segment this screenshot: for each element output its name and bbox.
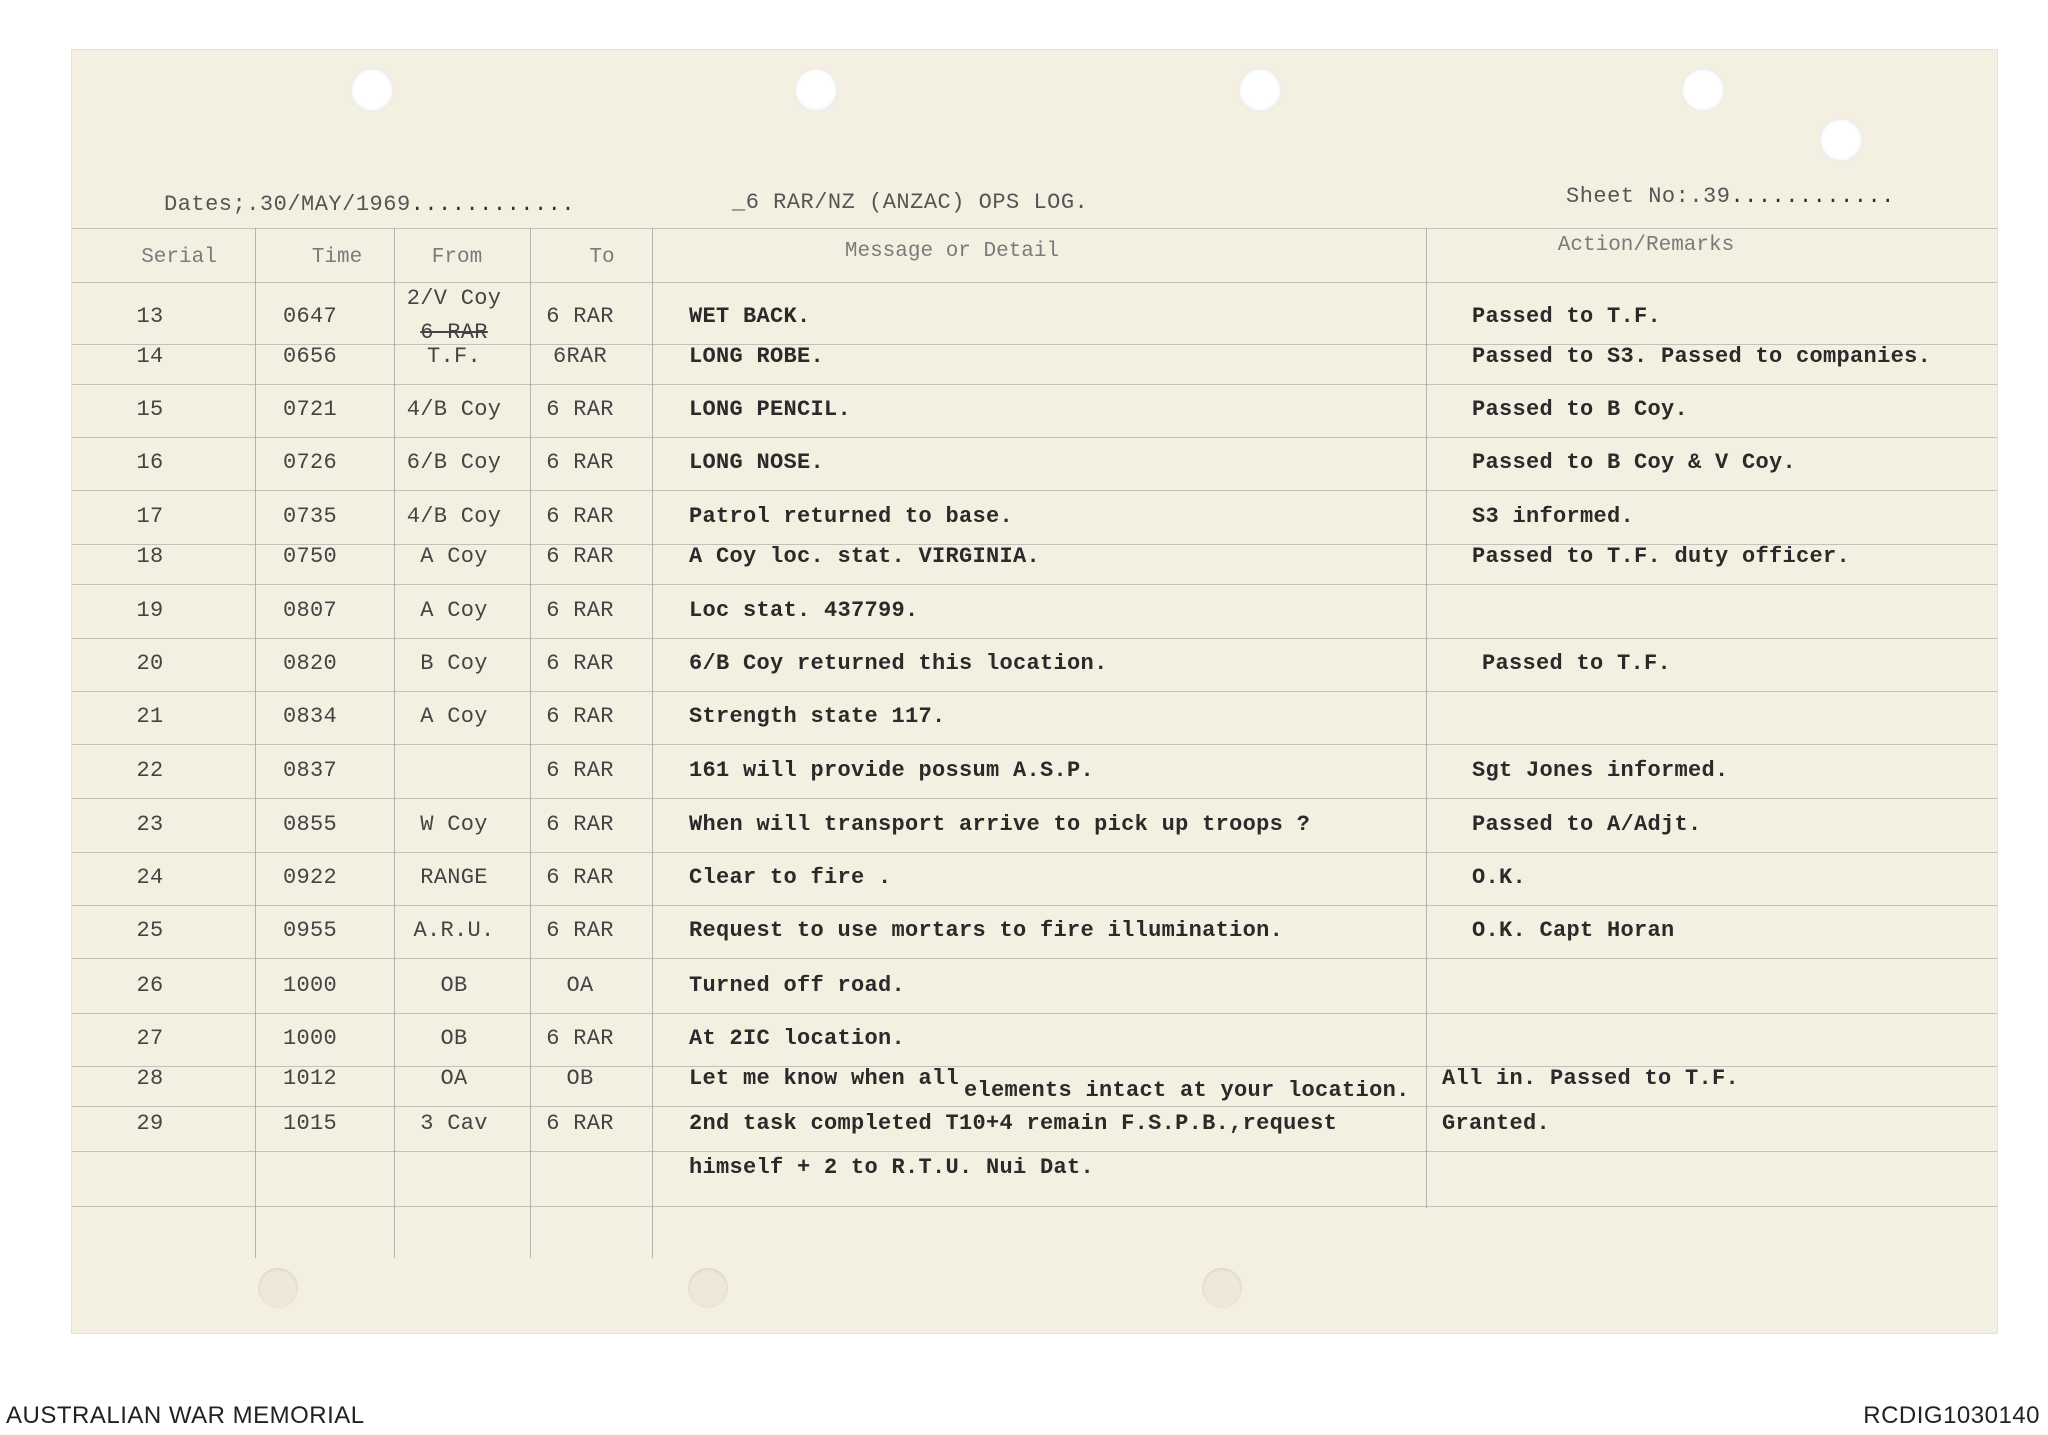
time-cell: 0922	[282, 865, 338, 890]
from-cell: OB	[440, 973, 468, 998]
table-row	[72, 651, 1997, 691]
serial-cell: 29	[136, 1111, 164, 1136]
to-cell: 6 RAR	[546, 504, 614, 529]
page-title: _6 RAR/NZ (ANZAC) OPS LOG.	[732, 190, 1089, 215]
to-cell: 6 RAR	[546, 704, 614, 729]
serial-cell: 20	[136, 651, 164, 676]
to-cell: 6 RAR	[546, 544, 614, 569]
action-cell: Passed to T.F. duty officer.	[1472, 544, 1851, 569]
from-cell: A Coy	[420, 598, 488, 623]
time-cell: 0726	[282, 450, 338, 475]
time-cell: 1000	[282, 973, 338, 998]
time-cell: 0750	[282, 544, 338, 569]
row-rule	[72, 798, 1997, 799]
punch-hole	[794, 68, 838, 112]
from-cell: T.F.	[426, 344, 482, 369]
punch-hole	[1681, 68, 1725, 112]
action-cell: Passed to T.F.	[1482, 651, 1672, 676]
action-cell: O.K. Capt Horan	[1472, 918, 1675, 943]
action-cell: All in. Passed to T.F.	[1442, 1066, 1740, 1091]
emboss-mark	[258, 1268, 298, 1308]
serial-cell: 21	[136, 704, 164, 729]
action-cell: Passed to A/Adjt.	[1472, 812, 1702, 837]
action-cell: Passed to S3. Passed to companies.	[1472, 344, 1932, 369]
message-cell: At 2IC location.	[689, 1026, 906, 1051]
row-rule	[72, 1106, 1997, 1107]
action-cell: Granted.	[1442, 1111, 1551, 1136]
message-cell: Patrol returned to base.	[689, 504, 1014, 529]
col-time: Time	[311, 246, 363, 269]
table-row	[72, 1111, 1997, 1180]
message-cell: WET BACK.	[689, 304, 811, 329]
to-cell: 6 RAR	[546, 450, 614, 475]
row-rule	[72, 744, 1997, 745]
row-rule	[72, 437, 1997, 438]
from-cell: 6/B Coy	[406, 450, 502, 475]
time-cell: 0807	[282, 598, 338, 623]
punch-hole	[1819, 118, 1863, 162]
col-from: From	[431, 246, 483, 269]
from-cell: OB	[440, 1026, 468, 1051]
serial-cell: 26	[136, 973, 164, 998]
row-rule	[72, 490, 1997, 491]
footer-right: RCDIG1030140	[1863, 1402, 2040, 1429]
from-cell: RANGE	[420, 865, 488, 890]
bottom-rule	[72, 1206, 1997, 1207]
punch-hole	[1238, 68, 1282, 112]
action-cell: Passed to B Coy & V Coy.	[1472, 450, 1797, 475]
col-message: Message or Detail	[844, 240, 1060, 263]
col-to: To	[589, 246, 615, 269]
message-cell: 2nd task completed T10+4 remain F.S.P.B.,request	[689, 1111, 1338, 1136]
table-row	[72, 704, 1997, 744]
serial-cell: 14	[136, 344, 164, 369]
message-continued-cell: himself + 2 to R.T.U. Nui Dat.	[689, 1155, 1095, 1180]
time-cell: 0837	[282, 758, 338, 783]
sheet-dots: ............	[1730, 184, 1895, 209]
message-cell: A Coy loc. stat. VIRGINIA.	[689, 544, 1041, 569]
table-row	[72, 598, 1997, 638]
action-cell: Passed to B Coy.	[1472, 397, 1689, 422]
serial-cell: 15	[136, 397, 164, 422]
message-cell: Clear to fire .	[689, 865, 892, 890]
serial-cell: 13	[136, 304, 164, 329]
message-cell: LONG PENCIL.	[689, 397, 852, 422]
col-action: Action/Remarks	[1557, 234, 1735, 257]
table-row	[72, 973, 1997, 1013]
table-row	[72, 344, 1997, 384]
serial-cell: 17	[136, 504, 164, 529]
serial-cell: 25	[136, 918, 164, 943]
message-cell: Strength state 117.	[689, 704, 946, 729]
emboss-mark	[1202, 1268, 1242, 1308]
serial-cell: 16	[136, 450, 164, 475]
time-cell: 0656	[282, 344, 338, 369]
footer-left: AUSTRALIAN WAR MEMORIAL	[6, 1402, 365, 1429]
action-cell: Passed to T.F.	[1472, 304, 1662, 329]
to-cell: 6 RAR	[546, 651, 614, 676]
message-cell: Request to use mortars to fire illumination.	[689, 918, 1284, 943]
date-dots: ............	[410, 192, 576, 217]
row-rule	[72, 1151, 1997, 1152]
table-row	[72, 1066, 1997, 1106]
message-cell: LONG NOSE.	[689, 450, 825, 475]
message-cell: Let me know when all	[689, 1066, 960, 1091]
serial-cell: 19	[136, 598, 164, 623]
time-cell: 1000	[282, 1026, 338, 1051]
message-cell: When will transport arrive to pick up troops ?	[689, 812, 1311, 837]
to-cell: 6 RAR	[546, 598, 614, 623]
to-cell: OA	[566, 973, 594, 998]
time-cell: 0735	[282, 504, 338, 529]
action-cell: Sgt Jones informed.	[1472, 758, 1729, 783]
to-cell: OB	[566, 1066, 594, 1091]
message-continued-cell: elements intact at your location.	[964, 1078, 1410, 1103]
from-cell: A.R.U.	[413, 918, 495, 943]
row-rule	[72, 691, 1997, 692]
time-cell: 0955	[282, 918, 338, 943]
time-cell: 0834	[282, 704, 338, 729]
serial-cell: 24	[136, 865, 164, 890]
table-row	[72, 544, 1997, 584]
date-value: .30/MAY/1969	[246, 192, 411, 217]
sheet-value: .39	[1689, 184, 1731, 209]
table-row	[72, 286, 1997, 345]
row-rule	[72, 905, 1997, 906]
table-row	[72, 397, 1997, 437]
table-row	[72, 918, 1997, 958]
to-cell: 6 RAR	[546, 918, 614, 943]
punch-hole	[350, 68, 394, 112]
sheet-number: Sheet No:.39............	[1566, 184, 1895, 209]
table-row	[72, 1026, 1997, 1066]
time-cell: 0855	[282, 812, 338, 837]
action-cell: O.K.	[1472, 865, 1527, 890]
from-cell: A Coy	[420, 704, 488, 729]
log-sheet	[72, 50, 1997, 1333]
to-cell: 6 RAR	[546, 1026, 614, 1051]
column-head-rule	[72, 282, 1997, 283]
message-cell: Turned off road.	[689, 973, 906, 998]
row-rule	[72, 852, 1997, 853]
table-row	[72, 450, 1997, 490]
from-cell: 3 Cav	[420, 1111, 488, 1136]
to-cell: 6 RAR	[546, 1111, 614, 1136]
time-cell: 0820	[282, 651, 338, 676]
serial-cell: 28	[136, 1066, 164, 1091]
row-rule	[72, 384, 1997, 385]
date-label: Dates;.30/MAY/1969............	[164, 192, 576, 217]
message-cell: 161 will provide possum A.S.P.	[689, 758, 1095, 783]
header-rule	[72, 228, 1997, 229]
table-row	[72, 812, 1997, 852]
from-cell: W Coy	[420, 812, 488, 837]
emboss-mark	[688, 1268, 728, 1308]
message-cell: 6/B Coy returned this location.	[689, 651, 1108, 676]
col-serial: Serial	[141, 246, 217, 269]
from-cell: OA	[440, 1066, 468, 1091]
row-rule	[72, 584, 1997, 585]
message-cell: Loc stat. 437799.	[689, 598, 919, 623]
row-rule	[72, 958, 1997, 959]
to-cell: 6 RAR	[546, 865, 614, 890]
serial-cell: 18	[136, 544, 164, 569]
from-cell: 2/V Coy	[406, 286, 502, 311]
time-cell: 0647	[282, 304, 338, 329]
time-cell: 1012	[282, 1066, 338, 1091]
time-cell: 0721	[282, 397, 338, 422]
from-cell: A Coy	[420, 544, 488, 569]
row-rule	[72, 638, 1997, 639]
serial-cell: 23	[136, 812, 164, 837]
from-struck-cell: 6 RAR	[420, 320, 488, 345]
message-cell: LONG ROBE.	[689, 344, 825, 369]
from-cell: 4/B Coy	[406, 397, 502, 422]
time-cell: 1015	[282, 1111, 338, 1136]
row-rule	[72, 1013, 1997, 1014]
serial-cell: 27	[136, 1026, 164, 1051]
from-cell: 4/B Coy	[406, 504, 502, 529]
to-cell: 6 RAR	[546, 758, 614, 783]
action-cell: S3 informed.	[1472, 504, 1635, 529]
table-row	[72, 504, 1997, 544]
to-cell: 6 RAR	[546, 304, 614, 329]
to-cell: 6RAR	[552, 344, 608, 369]
from-cell: B Coy	[420, 651, 488, 676]
table-row	[72, 865, 1997, 905]
table-row	[72, 758, 1997, 798]
to-cell: 6 RAR	[546, 397, 614, 422]
to-cell: 6 RAR	[546, 812, 614, 837]
serial-cell: 22	[136, 758, 164, 783]
